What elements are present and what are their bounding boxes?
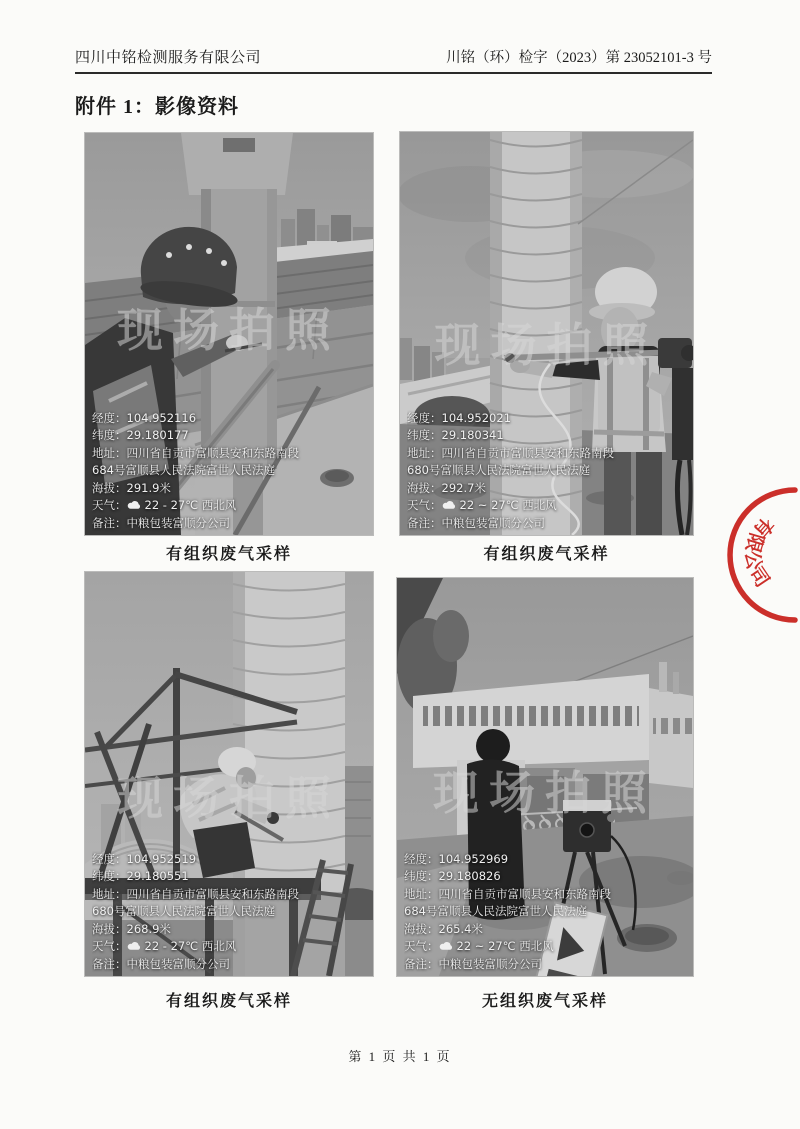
address-line-1: 地址：四川省自贡市富顺县安和东路南段 [92,886,299,901]
photo-watermark: 现场拍照 [117,770,341,825]
svg-text:有限公司 [741,513,779,593]
note-line: 备注：中粮包装富顺分公司 [404,956,542,971]
altitude-line: 海拔：292.7米 [407,480,486,495]
seal-text: 有限公司 [740,512,778,593]
note-line: 备注：中粮包装富顺分公司 [92,956,230,971]
cloud-icon [127,941,142,951]
latitude-line: 纬度：29.180826 [404,869,501,883]
latitude-line: 纬度：29.180177 [92,428,189,442]
photo-geo-overlay [92,410,369,533]
photo-geo-overlay [404,851,689,974]
photo-caption: 有组织废气采样 [483,546,610,563]
photo-caption: 无组织废气采样 [481,993,608,1010]
photo-stack-sampling-probe [400,132,693,535]
weather-line: 天气： 22 - 27℃ 西北风 [92,498,237,512]
weather-line: 天气： 22 ~ 27℃ 西北风 [407,498,557,512]
address-line-2: 680号富顺县人民法院富世人民法庭 [92,904,275,918]
longitude-line: 经度：104.952519 [92,851,197,866]
photo-geo-overlay [92,851,369,974]
cloud-icon [442,500,457,510]
longitude-line: 经度：104.952969 [404,851,509,866]
latitude-line: 纬度：29.180551 [92,869,189,883]
weather-line: 天气： 22 - 27℃ 西北风 [92,939,237,953]
photo-stack-sampling-rooftop [85,133,373,535]
note-line: 备注：中粮包装富顺分公司 [407,515,545,530]
address-line-1: 地址：四川省自贡市富顺县安和东路南段 [407,445,614,460]
address-line-2: 684号富顺县人民法院富世人民法庭 [92,463,275,477]
longitude-line: 经度：104.952021 [407,410,512,425]
photo-stack-sampling-scaffold [85,572,373,976]
altitude-line: 海拔：291.9米 [92,480,171,495]
attachment-title: 附件 1：影像资料 [75,96,239,118]
photo-fugitive-emission-sampling [397,578,693,976]
page-header [75,46,712,74]
address-line-2: 680号富顺县人民法院富世人民法庭 [407,463,590,477]
address-line-1: 地址：四川省自贡市富顺县安和东路南段 [92,445,299,460]
photo-caption: 有组织废气采样 [165,546,292,563]
photo-watermark: 现场拍照 [434,318,659,373]
page-footer: 第 1 页 共 1 页 [348,1049,452,1064]
photo-caption: 有组织废气采样 [165,993,292,1010]
weather-line: 天气： 22 ~ 27℃ 西北风 [404,939,554,953]
note-line: 备注：中粮包装富顺分公司 [92,515,230,530]
longitude-line: 经度：104.952116 [92,410,197,425]
document-number: 川铭（环）检字（2023）第 23052101-3 号 [446,50,712,66]
company-name: 四川中铭检测服务有限公司 [75,50,262,66]
latitude-line: 纬度：29.180341 [407,428,504,442]
photo-geo-overlay [407,410,689,533]
altitude-line: 海拔：265.4米 [404,921,483,936]
cloud-icon [127,500,142,510]
address-line-2: 684号富顺县人民法院富世人民法庭 [404,904,587,918]
photo-watermark: 现场拍照 [433,766,657,821]
altitude-line: 海拔：268.9米 [92,921,171,936]
cloud-icon [439,941,454,951]
company-seal [698,455,800,655]
address-line-1: 地址：四川省自贡市富顺县安和东路南段 [404,886,611,901]
photo-watermark: 现场拍照 [117,302,341,357]
